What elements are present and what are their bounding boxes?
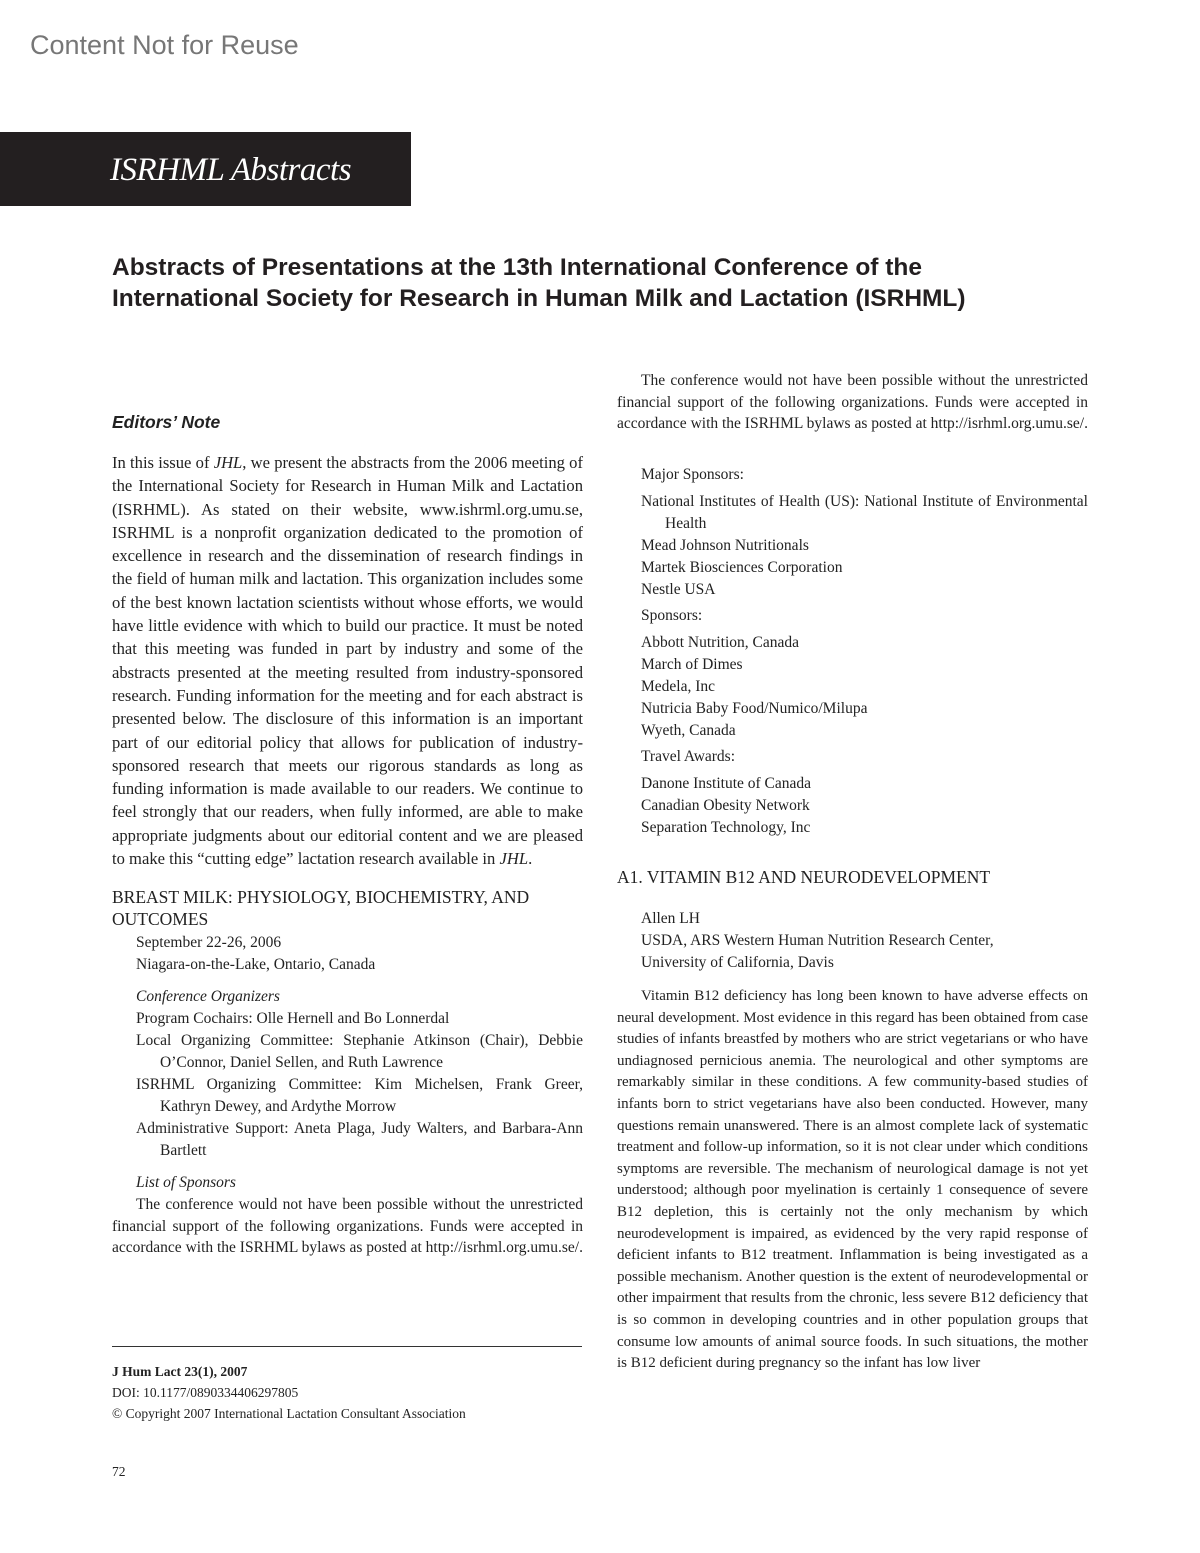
editors-note-text: [112, 451, 583, 870]
sponsor-item: Medela, Inc: [641, 678, 716, 695]
sponsor-item: March of Dimes: [641, 656, 743, 673]
section-banner: [0, 132, 411, 206]
banner-title: ISRHML Abstracts: [110, 152, 352, 188]
right-column: [617, 372, 1088, 1375]
sponsors-heading: List of Sponsors: [136, 1174, 236, 1192]
left-column: [112, 412, 583, 1257]
page-title: Abstracts of Presentations at the 13th International Conference of the International Society for Research in Human Milk and Lactation (ISRHML): [112, 254, 966, 312]
editors-note-heading: Editors’ Note: [112, 412, 221, 432]
sponsor-item: Nutricia Baby Food/Numico/Milupa: [641, 700, 868, 717]
sponsor-item: Wyeth, Canada: [641, 722, 736, 739]
sponsor-group-label: Major Sponsors:: [641, 466, 744, 483]
sponsor-item: National Institutes of Health (US): National Institute of Environmental Health: [641, 493, 1088, 532]
sponsor-item: Mead Johnson Nutritionals: [641, 537, 809, 554]
sponsor-group-label: Travel Awards:: [641, 748, 736, 765]
organizer-entry: Administrative Support: Aneta Plaga, Judy Walters, and Barbara-Ann Bartlett: [136, 1120, 583, 1160]
conference-place: Niagara-on-the-Lake, Ontario, Canada: [136, 956, 376, 974]
conference-date: September 22-26, 2006: [136, 934, 282, 952]
journal-citation: J Hum Lact 23(1), 2007: [112, 1364, 248, 1379]
organizer-entry: ISRHML Organizing Committee: Kim Michelsen, Frank Greer, Kathryn Dewey, and Ardythe Morrow: [136, 1076, 583, 1116]
sponsor-group: [617, 464, 1088, 839]
text-run: , we present the abstracts from the 2006 meeting of the International Society for Research in Human Milk and Lactation (ISRHML). As stated on their website, www.ishrml.org.umu.se, ISRHML is a nonprofit organization dedicated to the promotion of excellence in research and the dissemination of research findings in the field of human milk and lactation. This organization includes some of the best known lactation scientists without whose efforts, we would have little evidence with which to build our practice. It must be noted that this meeting was funded in part by industry and some of the abstracts presented at the meeting resulted from industry-sponsored research. Funding information for the meeting and for each abstract is presented below. The disclosure of this information is an important part of our editorial policy that allows for publication of industry-sponsored research that meets our rigorous standards as long as funding information is made available to our readers. We continue to feel strongly that our readers, when fully informed, are able to make appropriate judgments about our editorial content and we are pleased to make this “cutting edge” lactation research available in: [112, 453, 583, 869]
sponsor-item: Canadian Obesity Network: [641, 797, 810, 814]
doi: DOI: 10.1177/0890334406297805: [112, 1385, 299, 1400]
organizers-heading: Conference Organizers: [136, 988, 280, 1006]
sponsor-item: Danone Institute of Canada: [641, 775, 812, 792]
page-number: 72: [112, 1464, 126, 1479]
journal-footer: [112, 1346, 582, 1424]
sponsors-text: The conference would not have been possible without the unrestricted financial support of the following organizations. Funds were accepted in accordance with the ISRHML bylaws as posted at http://isrhml.org.umu.se/.: [112, 1196, 583, 1257]
abstract-title: A1. VITAMIN B12 AND NEURODEVELOPMENT: [617, 867, 991, 887]
text-run: .: [528, 849, 533, 869]
journal-abbrev: JHL: [499, 849, 529, 869]
organizer-entry: Program Cochairs: Olle Hernell and Bo Lonnerdal: [136, 1010, 450, 1028]
sponsor-item: Separation Technology, Inc: [641, 819, 811, 836]
journal-abbrev: JHL: [213, 453, 243, 472]
abstract-author: Allen LH: [641, 910, 700, 927]
abstract-affiliation: USDA, ARS Western Human Nutrition Research Center,: [641, 932, 994, 949]
watermark: Content Not for Reuse: [30, 30, 299, 60]
sponsor-item: Martek Biosciences Corporation: [641, 559, 843, 576]
sponsors-text-continued: The conference would not have been possible without the unrestricted financial support of the following organizations. Funds were accepted in accordance with the ISRHML bylaws as posted at http://isrhml.org.umu.se/.: [617, 372, 1088, 432]
sponsor-group-label: Sponsors:: [641, 607, 703, 624]
abstract-affiliation: University of California, Davis: [641, 954, 834, 971]
section-heading: BREAST MILK: PHYSIOLOGY, BIOCHEMISTRY, AND OUTCOMES: [112, 887, 530, 930]
sponsor-item: Nestle USA: [641, 581, 716, 598]
text-run: In this issue of: [112, 453, 214, 472]
organizer-entry: Local Organizing Committee: Stephanie Atkinson (Chair), Debbie O’Connor, Daniel Sellen, and Ruth Lawrence: [136, 1032, 583, 1072]
sponsor-item: Abbott Nutrition, Canada: [641, 634, 799, 651]
abstract-body: Vitamin B12 deficiency has long been known to have adverse effects on neural development. Most evidence in this regard has been obtained from case studies of infants breastfed by mothers who are strict vegetarians or who have undiagnosed pernicious anemia. The neurological and other symptoms are remarkably similar in these conditions. A few community-based studies of infants born to strict vegetarians have also been conducted. However, many questions remain unanswered. There is an almost complete lack of systematic treatment and follow-up information, so it is not clear under which conditions symptoms are reversible. The mechanism of neurological damage is not yet understood; although poor myelination is certainly 1 consequence of severe B12 depletion, this is certainly not the only mechanism by which neurodevelopment is impaired, as evidenced by the very rapid response of deficient infants to B12 treatment. Inflammation is being investigated as a possible mechanism. Another question is the extent of neurodevelopmental or other impairment that results from the chronic, less severe B12 deficiency that is so common in developing countries and in other population groups that consume low amounts of animal source foods. In such situations, the mother is B12 deficient during pregnancy so the infant has low liver: [617, 988, 1088, 1372]
copyright: © Copyright 2007 International Lactation Consultant Association: [112, 1406, 466, 1421]
